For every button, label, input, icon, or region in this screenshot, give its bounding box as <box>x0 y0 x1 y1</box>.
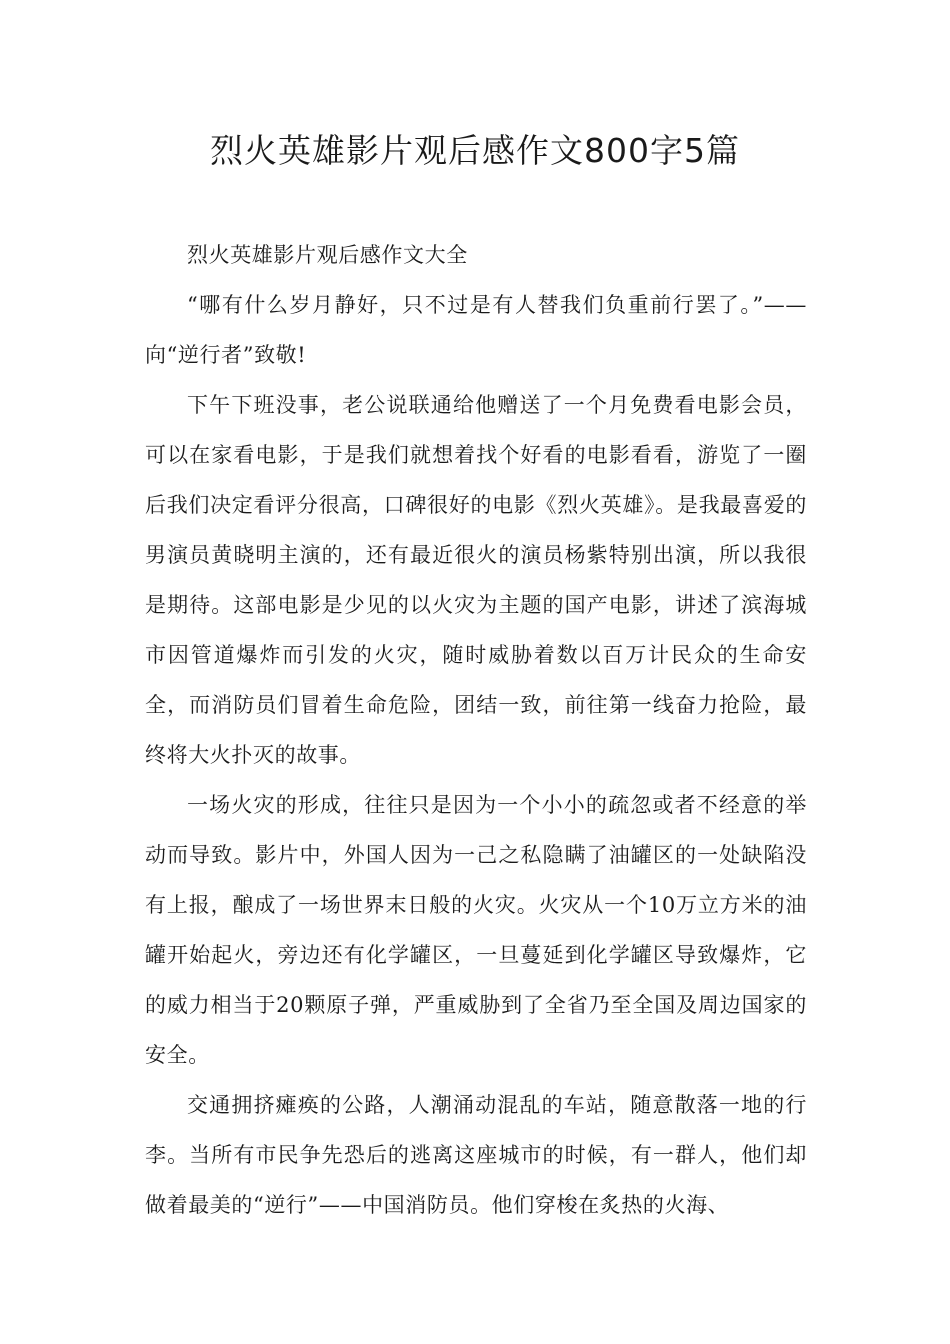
paragraph-fire-cause: 一场火灾的形成，往往只是因为一个小小的疏忽或者不经意的举动而导致。影片中，外国人因为一己之私隐瞒了油罐区的一处缺陷没有上报，酿成了一场世界末日般的火灾。火灾从一个10万立方米的油罐开始起火，旁边还有化学罐区，一旦蔓延到化学罐区导致爆炸，它的威力相当于20颗原子弹，严重威胁到了全省乃至全国及周边国家的安全。 <box>145 793 807 1067</box>
document-title: 烈火英雄影片观后感作文800字5篇 <box>210 131 740 170</box>
paragraph-intro: 下午下班没事，老公说联通给他赠送了一个月免费看电影会员，可以在家看电影，于是我们就想着找个好看的电影看看，游览了一圈后我们决定看评分很高，口碑很好的电影《烈火英雄》。是我最喜爱的男演员黄晓明主演的，还有最近很火的演员杨紫特别出演，所以我很是期待。这部电影是少见的以火灾为主题的国产电影，讲述了滨海城市因管道爆炸而引发的火灾，随时威胁着数以百万计民众的生命安全，而消防员们冒着生命危险，团结一致，前往第一线奋力抢险，最终将大火扑灭的故事。 <box>145 393 807 767</box>
document-body <box>145 230 807 1230</box>
paragraph-firefighters: 交通拥挤瘫痪的公路，人潮涌动混乱的车站，随意散落一地的行李。当所有市民争先恐后的逃离这座城市的时候，有一群人，他们却做着最美的“逆行”——中国消防员。他们穿梭在炙热的火海、 <box>145 1093 807 1217</box>
paragraph-subtitle: 烈火英雄影片观后感作文大全 <box>187 243 468 267</box>
paragraph-quote: “哪有什么岁月静好，只不过是有人替我们负重前行罢了。”——向“逆行者”致敬! <box>145 293 807 367</box>
